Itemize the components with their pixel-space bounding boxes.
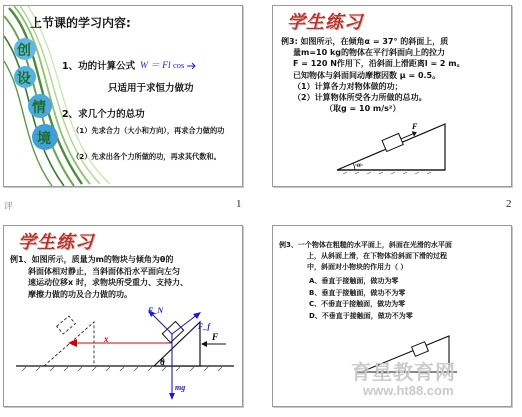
option-c[interactable]: C、不垂直于接触面，做功为零 — [309, 300, 406, 308]
circle-3 — [28, 94, 52, 118]
slide-2-page-number: 2 — [506, 198, 512, 210]
circle-4 — [32, 124, 58, 150]
slide-2-line-3: F = 120 N作用下，沿斜面上滑距离l = 2 m。 — [293, 59, 465, 69]
circle-3-text: 情 — [32, 100, 46, 116]
slide-2-force-label: F — [412, 122, 418, 131]
incline-diagram — [333, 118, 453, 174]
item-2-sub-2: （2）先求出各个力所做的功，再求其代数和。 — [72, 152, 221, 161]
slide-4-problem — [279, 240, 507, 273]
slide-2-line-7: （取g = 10 m/s²） — [325, 104, 401, 114]
formula-arrow-icon — [187, 62, 197, 70]
label-theta: θ — [160, 357, 165, 367]
slide-2-line-6: （2）计算物体所受各力所做的总功。 — [293, 93, 427, 103]
slide-3-problem — [10, 254, 240, 300]
slide-1-title: 上节课的学习内容: — [30, 16, 131, 30]
label-gravity: mg — [175, 383, 186, 392]
slide-3-line-4: 摩擦力做的功及合力做的功。 — [28, 289, 132, 299]
option-a[interactable]: A、垂直于接触面，做功为零 — [309, 277, 399, 285]
slide-3-line-3: 速运动位移x 时，求物块所受重力、支持力、 — [28, 278, 188, 287]
watermark-url: www.ht88.com — [363, 383, 454, 398]
label-displacement: x — [104, 334, 109, 344]
wedge-diagram — [4, 304, 242, 406]
slide-2-problem — [281, 36, 509, 114]
circle-1 — [14, 38, 36, 60]
circle-4-text: 境 — [37, 131, 51, 147]
item-1-note: 只适用于求恒力做功 — [108, 83, 194, 94]
watermark-text: 育星教育网 — [351, 360, 456, 384]
slide-2-line-1: 例3: 如图所示，在倾角α = 37° 的斜面上，质 — [281, 37, 449, 46]
slide-3[interactable] — [3, 225, 243, 407]
option-d[interactable]: D、不垂直于接触面，做功不为零 — [309, 311, 413, 320]
slide-3-line-2: 斜面体相对静止，当斜面体沿水平面向左匀 — [28, 266, 180, 276]
item-2-label: 2、求几个力的总功 — [62, 109, 145, 120]
option-b[interactable]: B、垂直于接触面，做功不为零 — [309, 288, 406, 297]
circle-2 — [14, 66, 36, 88]
circle-2-text: 设 — [17, 71, 31, 87]
slide-1[interactable] — [3, 5, 243, 187]
slide-2-banner: 学生练习 — [287, 12, 363, 33]
slide-2[interactable] — [272, 5, 512, 187]
slide-1-footer-left: 评 — [4, 201, 14, 211]
label-friction-force: F_f — [198, 322, 210, 331]
slide-2-line-4: 已知物体与斜面间动摩擦因数 μ = 0.5。 — [293, 70, 441, 80]
item-2-sub-1: （1）先求合力（大小和方向），再求合力做的功 — [72, 126, 225, 135]
circle-1-text: 创 — [17, 43, 31, 59]
slide-3-line-1: 例1、如图所示，质量为m的物块与倾角为θ的 — [10, 255, 174, 264]
formula-prefix: W ＝ Fl — [140, 61, 171, 71]
formula — [140, 57, 197, 71]
slide-4[interactable] — [272, 225, 512, 407]
item-1-label: 1、功的计算公式 — [62, 61, 136, 72]
slide-2-line-2: 量m=10 kg的物体在平行斜面向上的拉力 — [293, 48, 446, 58]
formula-suffix: cos — [172, 60, 185, 70]
slide-1-page-number: 1 — [236, 198, 242, 210]
slide-2-line-5: （1）计算各力对物体做的功； — [293, 81, 403, 91]
label-applied-force: F — [212, 332, 219, 342]
slide-4-line-3: 中，斜面对小物块的作用力（ ） — [307, 263, 408, 271]
label-normal-force: F_N — [148, 306, 164, 315]
slide-2-angle-label: α — [357, 161, 361, 169]
slide-4-line-2: 上，从斜面上滑，在下物体沿斜面下滑的过程 — [307, 252, 447, 260]
slide-4-options — [309, 276, 479, 322]
slide-4-line-1: 例3、一个物体在粗糙的水平面上，斜面在光滑的水平面 — [279, 241, 452, 249]
slide-3-banner: 学生练习 — [18, 232, 94, 253]
